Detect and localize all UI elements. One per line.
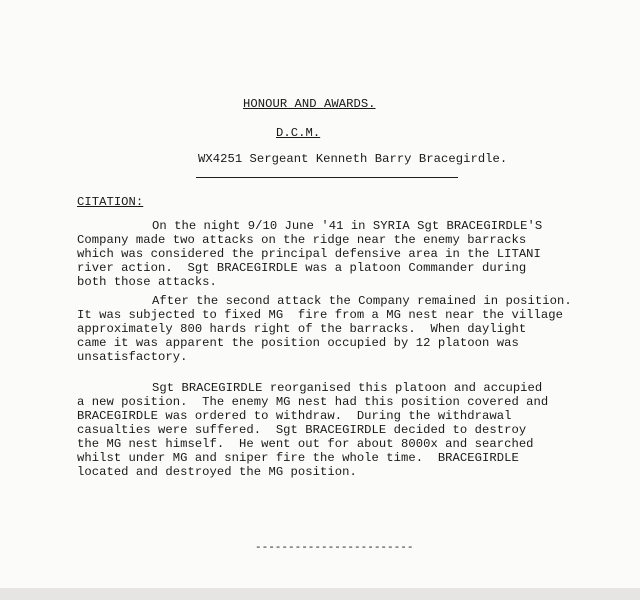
scan-edge bbox=[0, 588, 640, 600]
text-line: BRACEGIRDLE was ordered to withdraw. During the withdrawal bbox=[77, 409, 512, 423]
text-line: located and destroyed the MG position. bbox=[77, 465, 357, 479]
text-line: unsatisfactory. bbox=[77, 350, 188, 364]
award-abbreviation: D.C.M. bbox=[276, 126, 321, 140]
text-line: Sgt BRACEGIRDLE reorganised this platoon and accupied bbox=[152, 381, 543, 395]
text-line: both those attacks. bbox=[77, 275, 217, 289]
text-line: It was subjected to fixed MG fire from a MG nest near the village bbox=[77, 308, 564, 322]
citation-heading: CITATION: bbox=[77, 195, 144, 209]
text-line: the MG nest himself. He went out for about 8000x and searched bbox=[77, 437, 534, 451]
text-line: casualties were suffered. Sgt BRACEGIRDLE decided to destroy bbox=[77, 423, 527, 437]
closing-dashed-rule: ------------------------ bbox=[255, 542, 414, 554]
text-line: After the second attack the Company remained in position. bbox=[152, 294, 572, 308]
header-divider bbox=[196, 177, 458, 178]
text-line: Company made two attacks on the ridge near the enemy barracks bbox=[77, 233, 527, 247]
text-line: which was considered the principal defensive area in the LITANI bbox=[77, 247, 541, 261]
document-title: HONOUR AND AWARDS. bbox=[243, 97, 376, 111]
text-line: a new position. The enemy MG nest had this position covered and bbox=[77, 395, 549, 409]
text-line: river action. Sgt BRACEGIRDLE was a platoon Commander during bbox=[77, 261, 527, 275]
text-line: came it was apparent the position occupied by 12 platoon was bbox=[77, 336, 519, 350]
recipient-name: WX4251 Sergeant Kenneth Barry Bracegirdle. bbox=[198, 152, 508, 166]
text-line: approximately 800 hards right of the barracks. When daylight bbox=[77, 322, 527, 336]
text-line: whilst under MG and sniper fire the whole time. BRACEGIRDLE bbox=[77, 451, 519, 465]
text-line: On the night 9/10 June '41 in SYRIA Sgt BRACEGIRDLE'S bbox=[152, 219, 543, 233]
